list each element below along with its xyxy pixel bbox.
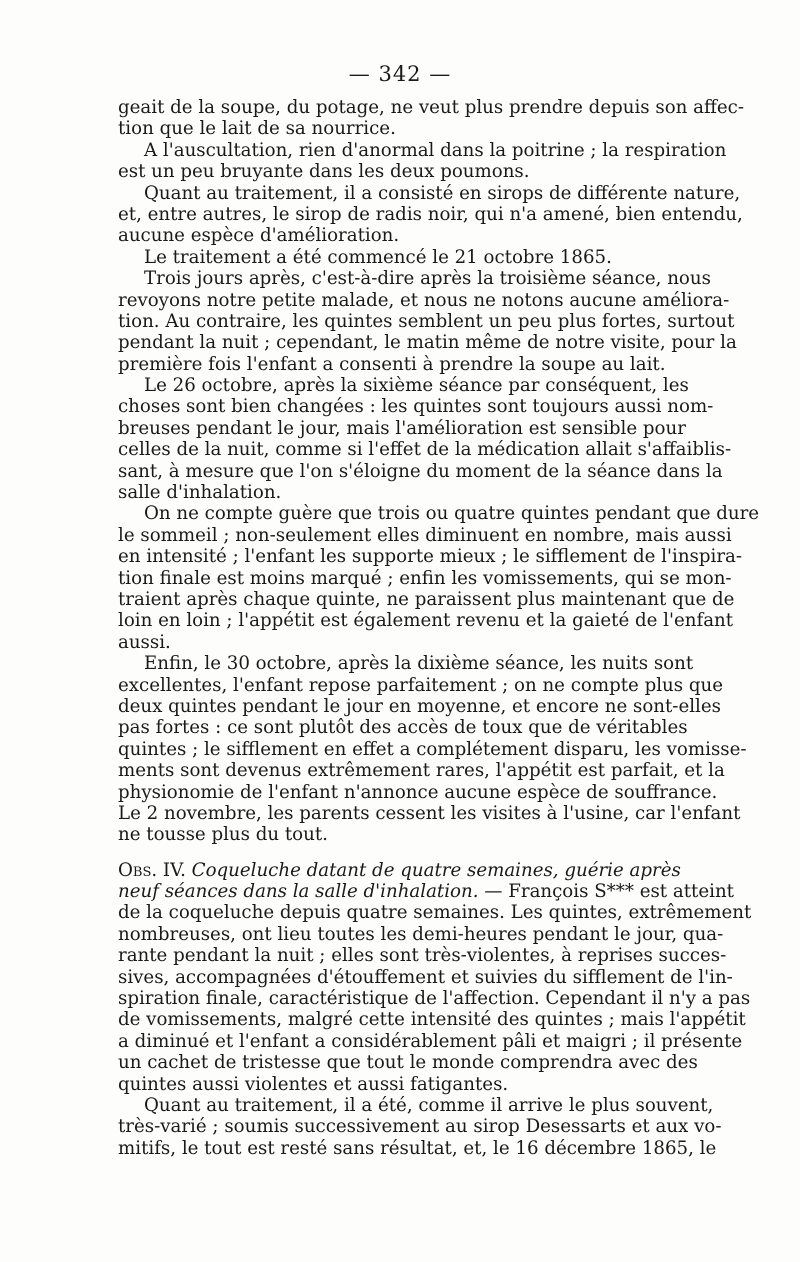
text-line: celles de la nuit, comme si l'effet de la médication allait s'affaiblis-	[118, 439, 732, 461]
text-line: Le 26 octobre, après la sixième séance par conséquent, les	[144, 375, 689, 397]
obs-title-2: neuf séances dans la salle d'inhalation.	[118, 881, 479, 903]
text-line: breuses pendant le jour, mais l'amélioration est sensible pour	[118, 417, 686, 439]
text-line: aucune espèce d'amélioration.	[118, 225, 400, 247]
text-line: est un peu bruyante dans les deux poumons.	[118, 161, 530, 183]
text-line: Le 2 novembre, les parents cessent les visites à l'usine, car l'enfant	[118, 802, 741, 824]
text-line: salle d'inhalation.	[118, 482, 282, 504]
text-line: loin en loin ; l'appétit est également revenu et la gaieté de l'enfant	[118, 610, 734, 632]
text-line: en intensité ; l'enfant les supporte mieux ; le sifflement de l'inspira-	[118, 546, 743, 568]
text-line: quintes ; le sifflement en effet a complétement disparu, les vomisse-	[118, 738, 747, 760]
text-line: et, entre autres, le sirop de radis noir, qui n'a amené, bien entendu,	[118, 203, 743, 225]
text-line: quintes aussi violentes et aussi fatigantes.	[118, 1073, 509, 1095]
text-line: nombreuses, ont lieu toutes les demi-heures pendant le jour, qua-	[118, 923, 724, 945]
text-line: Quant au traitement, il a été, comme il arrive le plus souvent,	[144, 1094, 714, 1116]
text-line: On ne compte guère que trois ou quatre quintes pendant que dure	[144, 503, 760, 525]
text-line: Enfin, le 30 octobre, après la dixième séance, les nuits sont	[144, 653, 694, 675]
text-line: pas fortes : ce sont plutôt des accès de toux que de véritables	[118, 717, 688, 739]
text-line: A l'auscultation, rien d'anormal dans la poitrine ; la respiration	[144, 139, 727, 161]
obs-intro: — François S*** est atteint	[478, 881, 734, 903]
text-line: de la coqueluche depuis quatre semaines. Les quintes, extrêmement	[118, 902, 752, 924]
page-body	[118, 97, 760, 1159]
text-line: aussi.	[118, 631, 171, 653]
text-line: première fois l'enfant a consenti à prendre la soupe au lait.	[118, 353, 666, 375]
obs-label: Obs. IV.	[118, 859, 186, 881]
text-line: sant, à mesure que l'on s'éloigne du moment de la séance dans la	[118, 460, 723, 482]
text-line: Trois jours après, c'est-à-dire après la troisième séance, nous	[144, 268, 711, 290]
page-number: — 342 —	[348, 62, 452, 86]
text-line: le sommeil ; non-seulement elles diminuent en nombre, mais aussi	[118, 524, 732, 546]
obs-title-1: Coqueluche datant de quatre semaines, guérie après	[191, 859, 681, 881]
text-line: tion finale est moins marqué ; enfin les vomissements, qui se mon-	[118, 567, 732, 589]
text-line: a diminué et l'enfant a considérablement pâli et maigri ; il présente	[118, 1030, 743, 1052]
text-line: un cachet de tristesse que tout le monde comprendra avec des	[118, 1052, 698, 1074]
obs-heading-line-2	[118, 881, 734, 903]
text-line: mitifs, le tout est resté sans résultat, et, le 16 décembre 1865, le	[118, 1137, 717, 1159]
text-line: spiration finale, caractéristique de l'affection. Cependant il n'y a pas	[118, 988, 751, 1010]
text-block-obs-iii	[118, 97, 760, 846]
text-line: sives, accompagnées d'étouffement et suivies du sifflement de l'in-	[118, 966, 733, 988]
text-line: geait de la soupe, du potage, ne veut plus prendre depuis son affec-	[118, 97, 745, 118]
text-line: rante pendant la nuit ; elles sont très-violentes, à reprises succes-	[118, 945, 727, 967]
text-line: excellentes, l'enfant repose parfaitement ; on ne compte plus que	[118, 674, 724, 696]
text-line: choses sont bien changées : les quintes sont toujours aussi nom-	[118, 396, 714, 418]
obs-heading-line-1	[118, 860, 680, 881]
text-block-obs-iv	[118, 902, 752, 1159]
text-line: tion. Au contraire, les quintes semblent un peu plus fortes, surtout	[118, 310, 735, 332]
text-line: Le traitement a été commencé le 21 octobre 1865.	[144, 246, 612, 268]
text-line: physionomie de l'enfant n'annonce aucune espèce de souffrance.	[118, 781, 718, 803]
section-spacer	[118, 846, 680, 860]
text-line: tion que le lait de sa nourrice.	[118, 118, 396, 140]
text-line: ments sont devenus extrêmement rares, l'appétit est parfait, et la	[118, 760, 725, 782]
text-line: Quant au traitement, il a consisté en sirops de différente nature,	[144, 182, 741, 204]
text-line: pendant la nuit ; cependant, le matin même de notre visite, pour la	[118, 332, 737, 354]
text-line: ne tousse plus du tout.	[118, 824, 328, 846]
text-line: deux quintes pendant le jour en moyenne, et encore ne sont-elles	[118, 695, 721, 717]
text-line: traient après chaque quinte, ne paraissent plus maintenant que de	[118, 588, 735, 610]
text-line: revoyons notre petite malade, et nous ne notons aucune améliora-	[118, 289, 730, 311]
text-line: de vomissements, malgré cette intensité des quintes ; mais l'appétit	[118, 1009, 746, 1031]
text-line: très-varié ; soumis successivement au sirop Desessarts et aux vo-	[118, 1116, 722, 1138]
